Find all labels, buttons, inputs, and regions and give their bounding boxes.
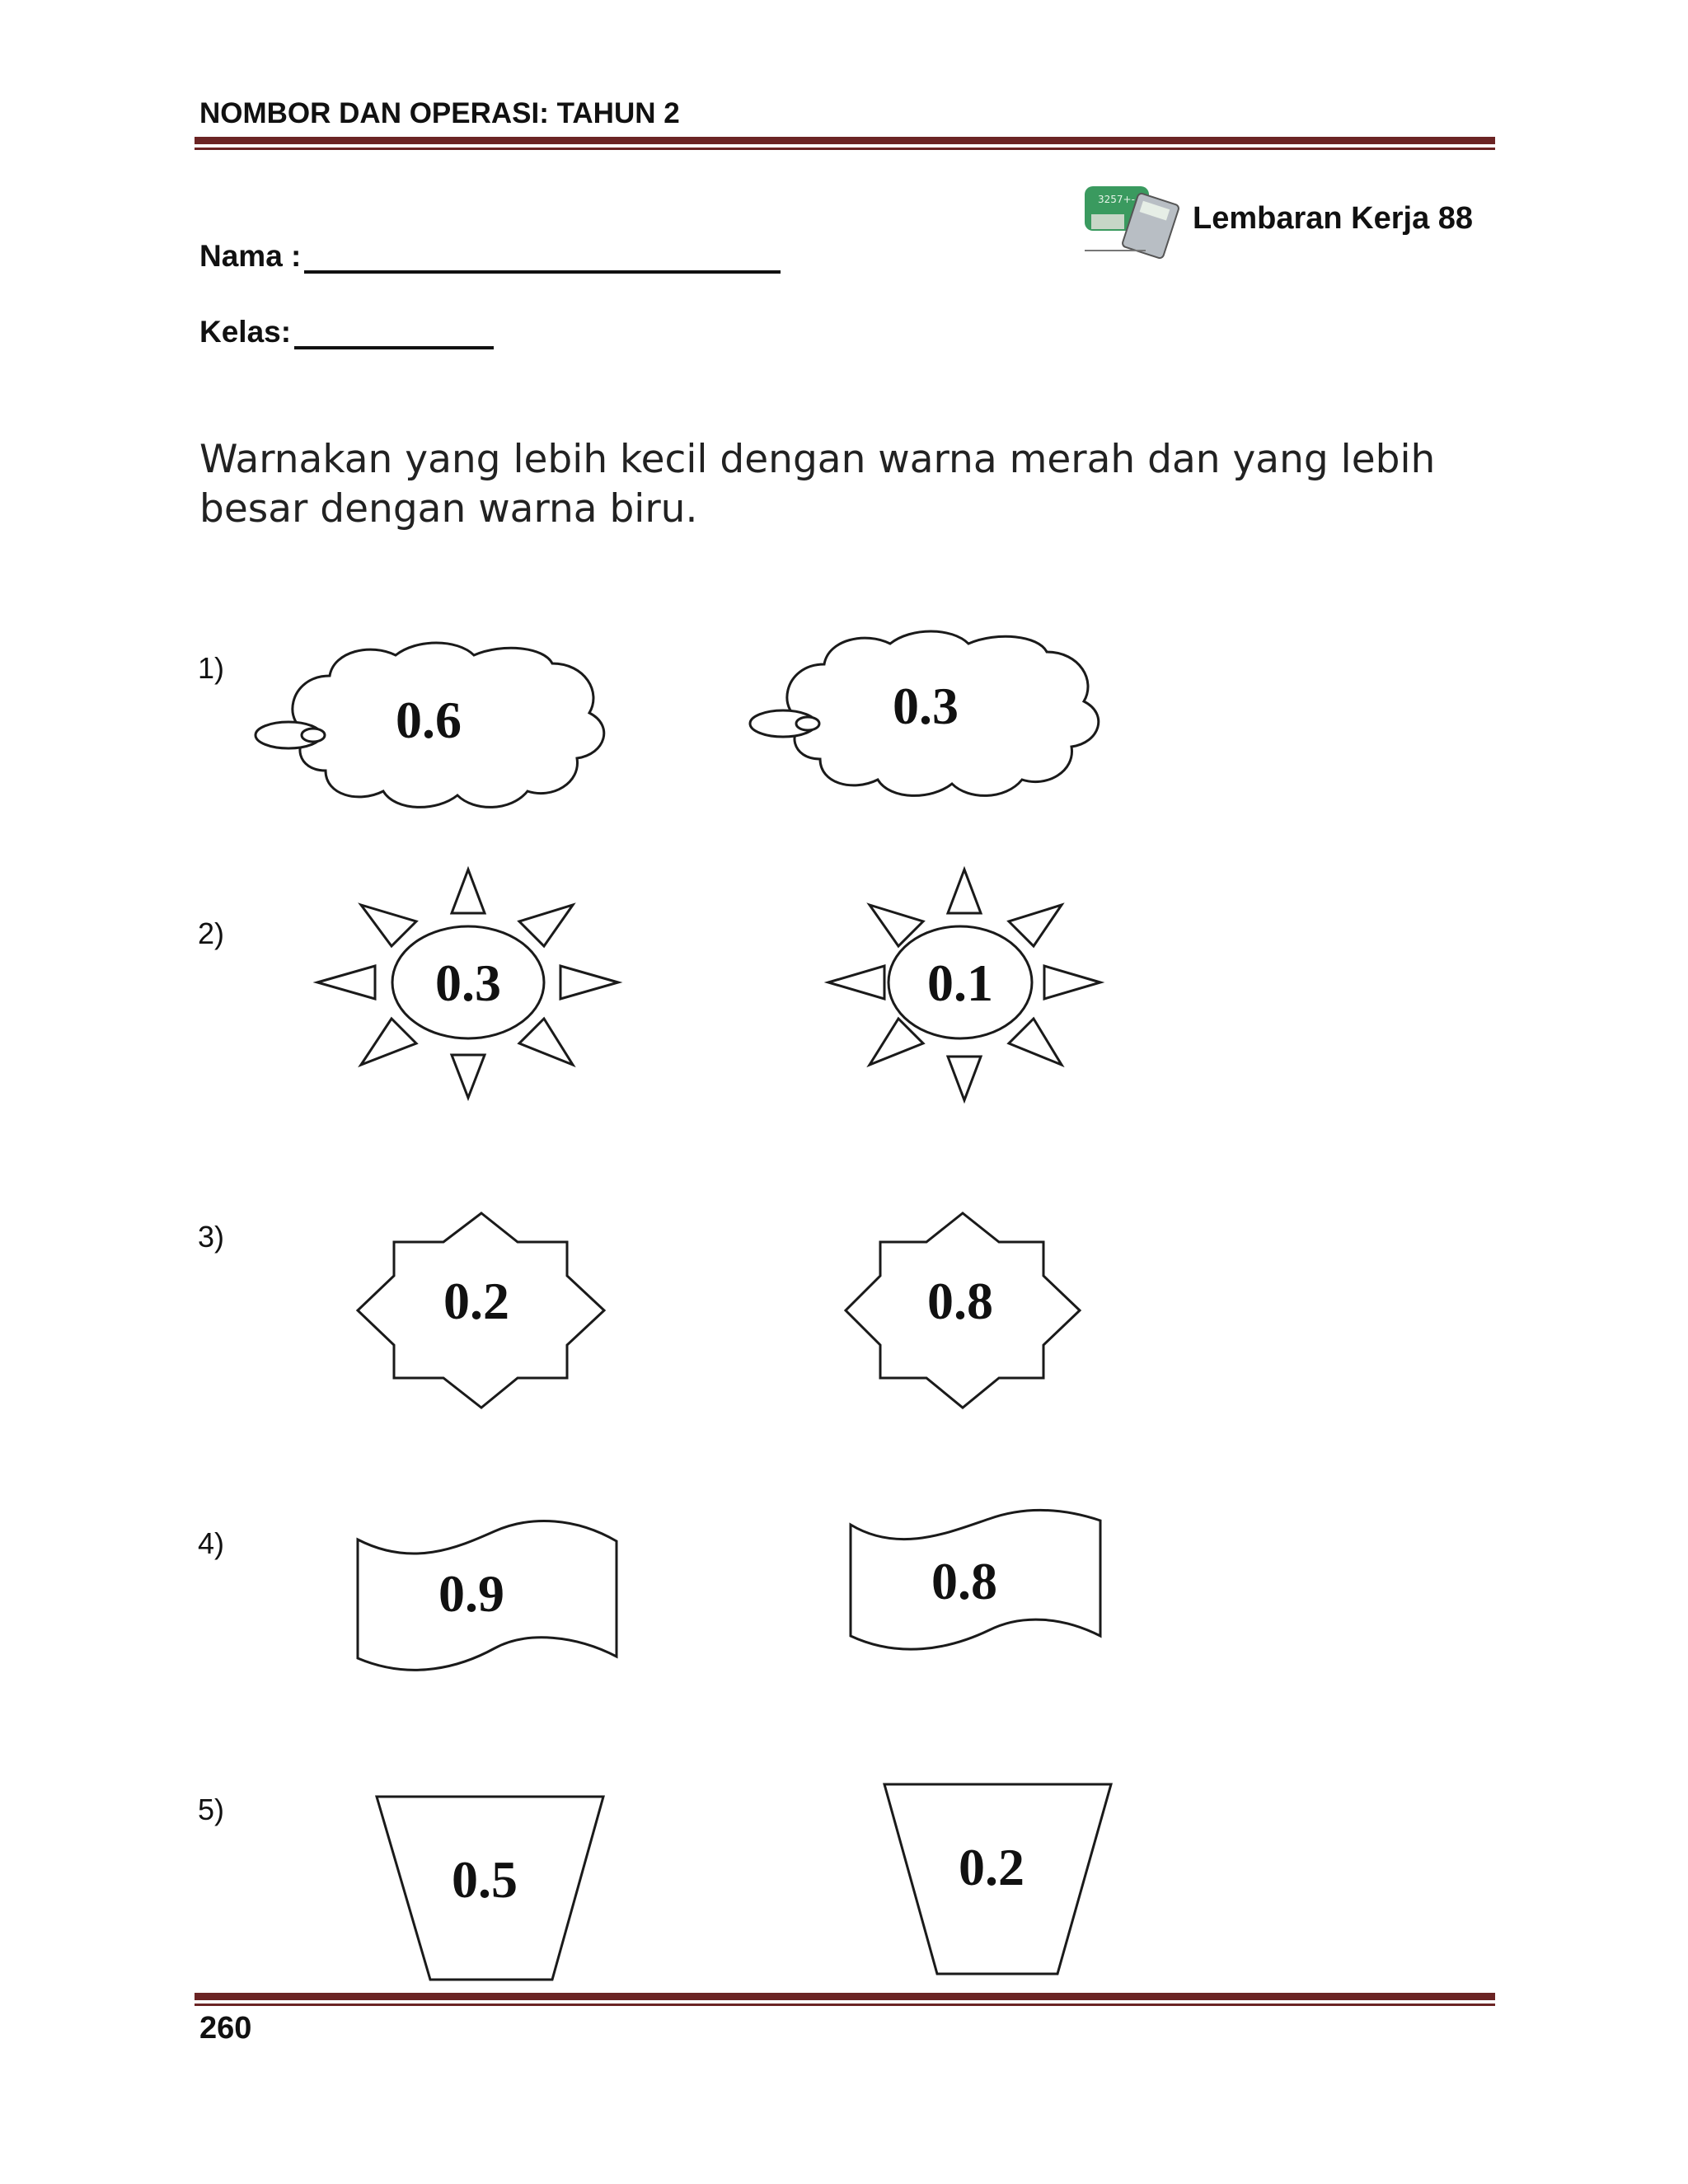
class-label: Kelas: [199, 315, 292, 349]
star-value-2: 0.8 [927, 1272, 993, 1330]
sun-shape-1[interactable] [317, 869, 618, 1098]
question-number-3: 3) [198, 1220, 225, 1254]
sun-value-2: 0.1 [927, 954, 993, 1012]
flag-shape-2[interactable] [851, 1510, 1100, 1649]
flag-value-2: 0.8 [931, 1552, 997, 1610]
header-title: NOMBOR DAN OPERASI: TAHUN 2 [199, 97, 680, 129]
cloud-value-1: 0.6 [396, 691, 462, 749]
star-value-1: 0.2 [443, 1272, 509, 1330]
sun-shape-2[interactable] [828, 869, 1100, 1100]
sun-value-1: 0.3 [435, 954, 501, 1012]
cloud-value-2: 0.3 [893, 677, 959, 735]
cloud-shape-2[interactable] [750, 631, 1099, 795]
pot-shape-1[interactable] [377, 1797, 603, 1980]
pot-value-1: 0.5 [452, 1850, 518, 1909]
pot-shape-2[interactable] [884, 1784, 1111, 1974]
worksheet-title: Lembaran Kerja 88 [1193, 201, 1474, 236]
flag-shape-1[interactable] [358, 1521, 617, 1671]
footer-rule [195, 1993, 1495, 2006]
question-number-1: 1) [198, 651, 225, 685]
svg-text:3257+-: 3257+- [1098, 194, 1135, 205]
star-shape-2[interactable] [846, 1213, 1080, 1408]
cloud-shape-1[interactable] [256, 643, 604, 807]
name-label: Nama : [199, 239, 302, 273]
star-shape-1[interactable] [358, 1213, 604, 1408]
pot-value-2: 0.2 [959, 1838, 1025, 1896]
question-number-4: 4) [198, 1526, 225, 1560]
instruction-text: Warnakan yang lebih kecil dengan warna merah dan yang lebih besar dengan warna biru. [199, 437, 1436, 532]
flag-value-1: 0.9 [438, 1564, 504, 1623]
question-number-5: 5) [198, 1793, 225, 1826]
question-number-2: 2) [198, 916, 225, 950]
page-number: 260 [199, 2011, 252, 2046]
